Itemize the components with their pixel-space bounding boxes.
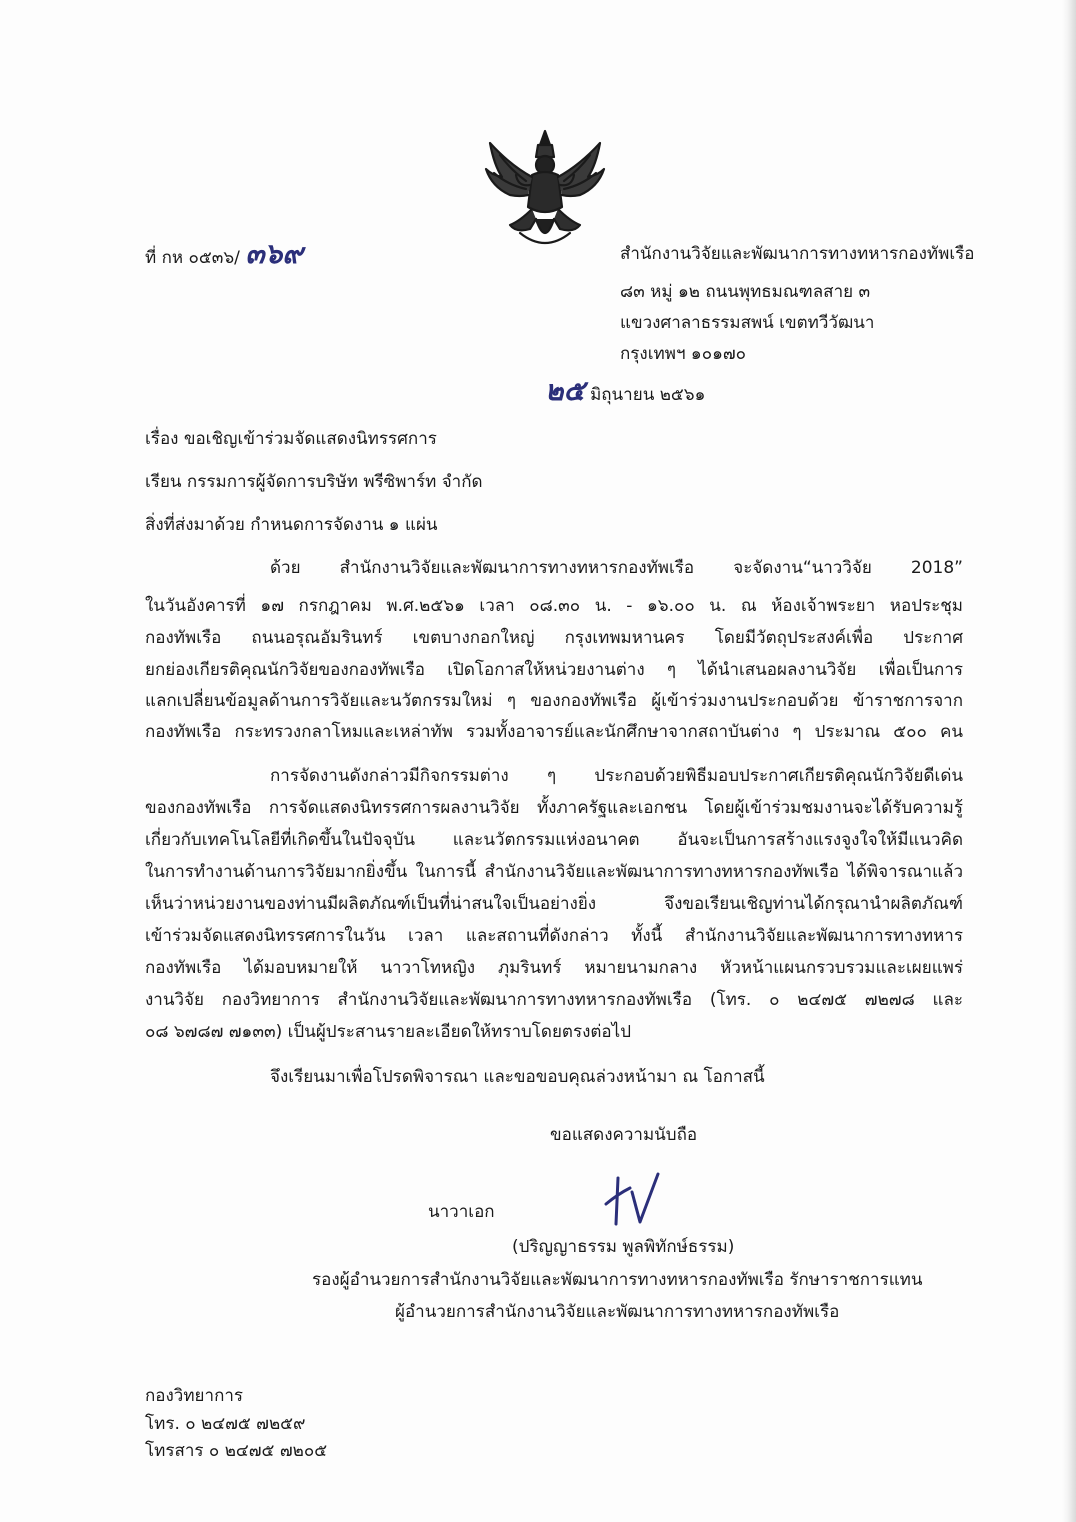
reference-prefix: ที่ กห ๐๕๓๖/ — [145, 248, 240, 268]
recipient-line: เรียน กรรมการผู้จัดการบริษัท พรีซิพาร์ท จำกัด — [145, 472, 483, 492]
paragraph-1-line: ในวันอังคารที่ ๑๗ กรกฎาคม พ.ศ.๒๕๖๑ เวลา ๐๘.๓๐ น. - ๑๖.๐๐ น. ณ ห้องเจ้าพระยา หอประชุม — [145, 596, 963, 616]
signatory-rank: นาวาเอก — [428, 1202, 495, 1222]
paragraph-2-line: เห็นว่าหน่วยงานของท่านมีผลิตภัณฑ์เป็นที่น่าสนใจเป็นอย่างยิ่ง จึงขอเรียนเชิญท่านได้กรุณานำผลิตภัณฑ์ — [145, 894, 963, 914]
letter-date — [545, 374, 706, 407]
paragraph-2-line: งานวิจัย กองวิทยาการ สำนักงานวิจัยและพัฒนาการทางทหารกองทัพเรือ (โทร. ๐ ๒๔๗๕ ๗๒๗๘ และ — [145, 990, 963, 1010]
paragraph-1-line: แลกเปลี่ยนข้อมูลด้านการวิจัยและนวัตกรรมใหม่ ๆ ของกองทัพเรือ ผู้เข้าร่วมงานประกอบด้วย ข้าราชการจาก — [145, 691, 963, 711]
sender-address-line-2: แขวงศาลาธรรมสพน์ เขตทวีวัฒนา — [620, 313, 875, 333]
sender-address-line-1: ๘๓ หมู่ ๑๒ ถนนพุทธมณฑลสาย ๓ — [620, 282, 871, 302]
enclosure-line: สิ่งที่ส่งมาด้วย กำหนดการจัดงาน ๑ แผ่น — [145, 515, 438, 535]
signatory-title-line-1: รองผู้อำนวยการสำนักงานวิจัยและพัฒนาการทางทหารกองทัพเรือ รักษาราชการแทน — [312, 1270, 923, 1290]
subject-line: เรื่อง ขอเชิญเข้าร่วมจัดแสดงนิทรรศการ — [145, 429, 437, 449]
paragraph-1-line: ยกย่องเกียรติคุณนักวิจัยของกองทัพเรือ เปิดโอกาสให้หน่วยงานต่าง ๆ ได้นำเสนอผลงานวิจัย เพื่อเป็นการ — [145, 660, 963, 680]
paragraph-1-line: ด้วย สำนักงานวิจัยและพัฒนาการทางทหารกองทัพเรือ จะจัดงาน“นาววิจัย 2018” — [270, 558, 963, 578]
sender-address-line-3: กรุงเทพฯ ๑๐๑๗๐ — [620, 344, 747, 364]
reference-number — [145, 237, 303, 270]
closing-salutation: ขอแสดงความนับถือ — [550, 1125, 698, 1145]
garuda-emblem-icon — [480, 125, 610, 255]
paragraph-2-line: การจัดงานดังกล่าวมีกิจกรรมต่าง ๆ ประกอบด้วยพิธีมอบประกาศเกียรติคุณนักวิจัยดีเด่น — [270, 766, 963, 786]
closing-request: จึงเรียนมาเพื่อโปรดพิจารณา และขอขอบคุณล่วงหน้ามา ณ โอกาสนี้ — [270, 1067, 765, 1087]
paragraph-1-line: กองทัพเรือ ถนนอรุณอัมรินทร์ เขตบางกอกใหญ่ กรุงเทพมหานคร โดยมีวัตถุประสงค์เพื่อ ประกาศ — [145, 628, 963, 648]
scan-edge-shadow — [1062, 0, 1076, 1522]
paragraph-2-line: ในการทำงานด้านการวิจัยมากยิ่งขึ้น ในการนี้ สำนักงานวิจัยและพัฒนาการทางทหารกองทัพเรือ ได้พิจารณาแล้ว — [145, 862, 963, 882]
paragraph-2-line: ของกองทัพเรือ การจัดแสดงนิทรรศการผลงานวิจัย ทั้งภาครัฐและเอกชน โดยผู้เข้าร่วมชมงานจะได้รับความรู้ — [145, 798, 963, 818]
footer-division: กองวิทยาการ — [145, 1386, 244, 1406]
date-handwritten-day: ๒๕ — [545, 374, 585, 407]
signatory-title-line-2: ผู้อำนวยการสำนักงานวิจัยและพัฒนาการทางทหารกองทัพเรือ — [395, 1302, 840, 1322]
footer-fax: โทรสาร ๐ ๒๔๗๕ ๗๒๐๕ — [145, 1441, 328, 1461]
paragraph-2-line: กองทัพเรือ ได้มอบหมายให้ นาวาโทหญิง ภุมรินทร์ หมายนามกลาง หัวหน้าแผนกรวบรวมและเผยแพร่ — [145, 958, 963, 978]
handwritten-signature — [596, 1168, 666, 1234]
reference-handwritten-number: ๓๖๙ — [245, 237, 303, 270]
sender-org-name: สำนักงานวิจัยและพัฒนาการทางทหารกองทัพเรือ — [620, 244, 975, 264]
footer-phone: โทร. ๐ ๒๔๗๕ ๗๒๕๙ — [145, 1414, 306, 1434]
paragraph-2-line: เกี่ยวกับเทคโนโลยีที่เกิดขึ้นในปัจจุบัน และนวัตกรรมแห่งอนาคต อันจะเป็นการสร้างแรงจูงใจให้มีแนวคิด — [145, 830, 963, 850]
date-month-year: มิถุนายน ๒๕๖๑ — [590, 385, 706, 405]
paragraph-2-line: ๐๘ ๖๗๘๗ ๗๑๓๓) เป็นผู้ประสานรายละเอียดให้ทราบโดยตรงต่อไป — [145, 1022, 631, 1042]
paragraph-2-line: เข้าร่วมจัดแสดงนิทรรศการในวัน เวลา และสถานที่ดังกล่าว ทั้งนี้ สำนักงานวิจัยและพัฒนาการทางทหาร — [145, 926, 963, 946]
signatory-name: (ปริญญาธรรม พูลพิทักษ์ธรรม) — [512, 1237, 735, 1257]
paragraph-1-line: กองทัพเรือ กระทรวงกลาโหมและเหล่าทัพ รวมทั้งอาจารย์และนักศึกษาจากสถาบันต่าง ๆ ประมาณ ๕๐๐ คน — [145, 722, 963, 742]
